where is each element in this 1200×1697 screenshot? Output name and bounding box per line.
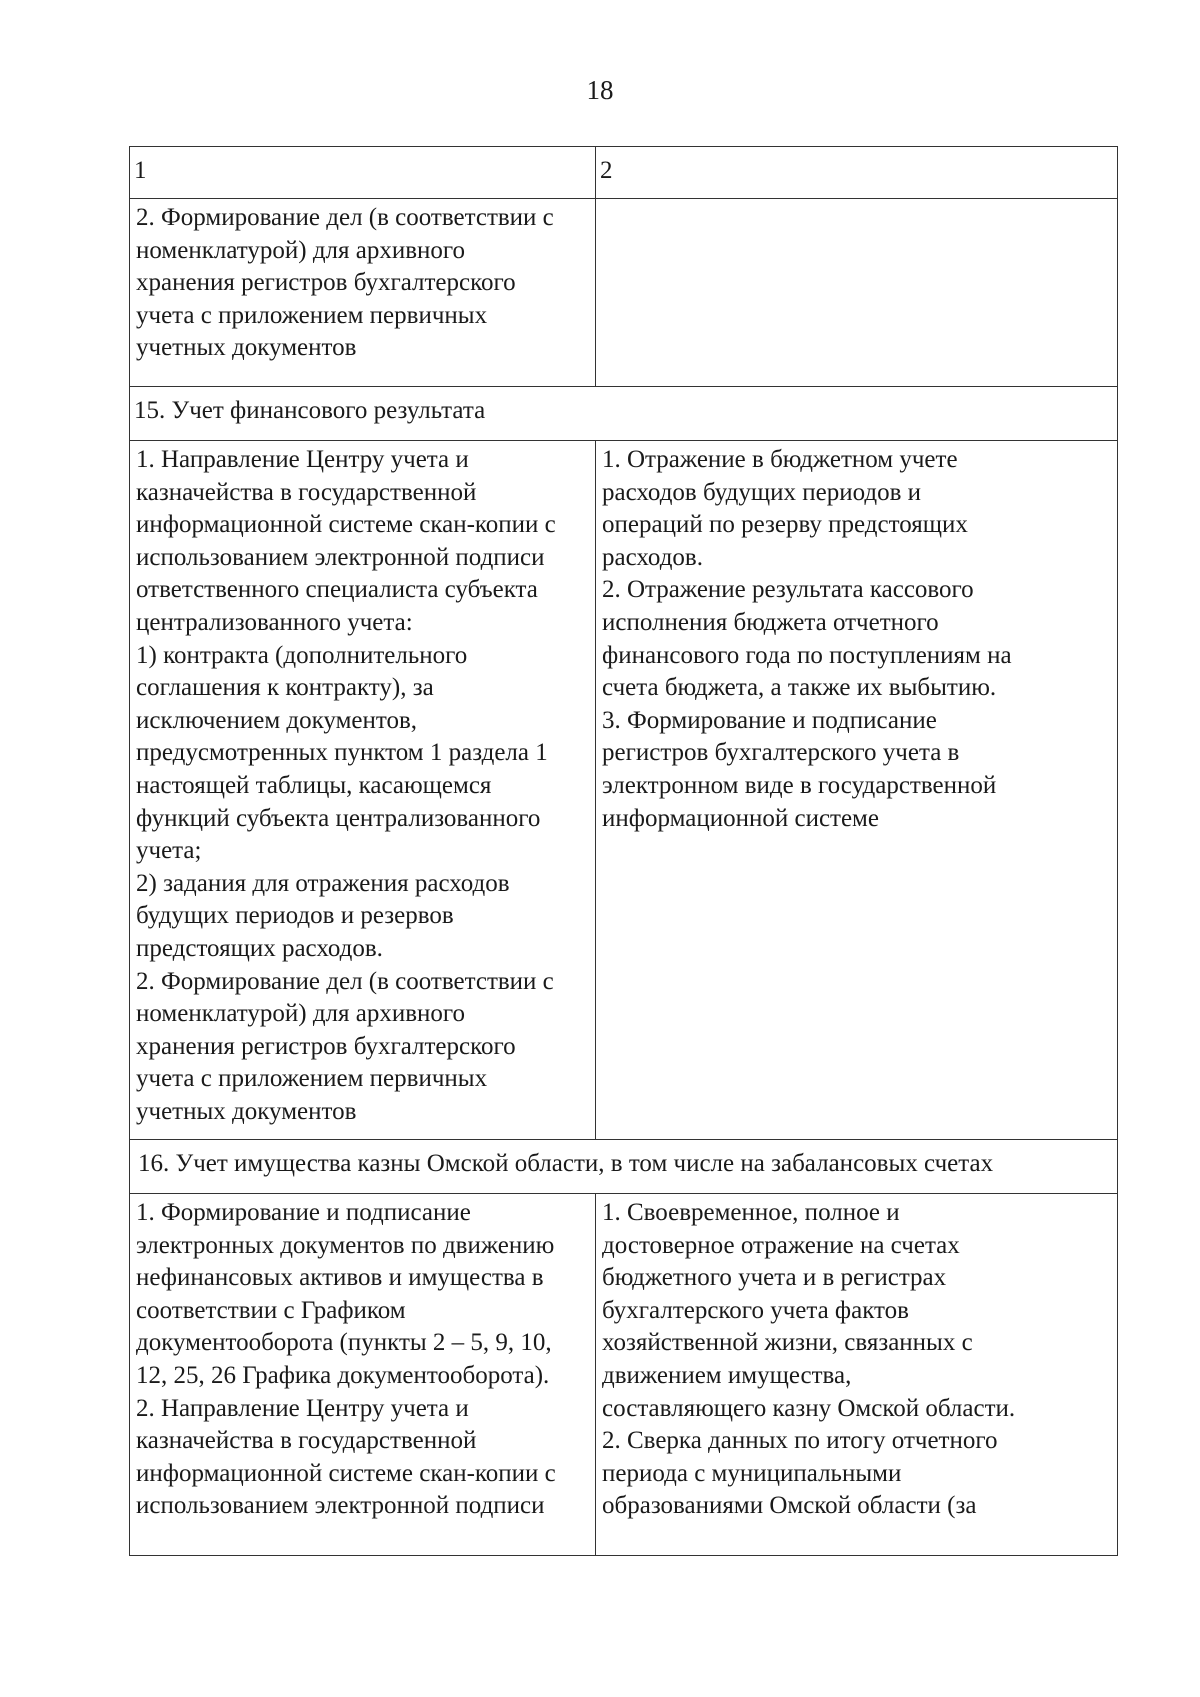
column-header-row [130, 147, 1118, 199]
cell-text-line: электронных документов по движению [136, 1231, 555, 1259]
cell-text-line: ответственного специалиста субъекта [136, 576, 538, 604]
responsibility-table [129, 146, 1118, 1556]
cell-text-line: регистров бухгалтерского учета в [602, 739, 960, 767]
section-row-16 [130, 1140, 1118, 1194]
cell-text-line: составляющего казну Омской области. [602, 1394, 1016, 1422]
cell-text-line: 1. Формирование и подписание [136, 1199, 471, 1226]
cell-text-line: бюджетного учета и в регистрах [602, 1264, 947, 1292]
cell-text-line: 2. Формирование дел (в соответствии с [136, 967, 554, 995]
row-3-col-1 [130, 441, 596, 1140]
cell-text-line: соответствии с Графиком [136, 1296, 406, 1324]
cell-text-line: функций субъекта централизованного [136, 804, 541, 832]
cell-text-line: соглашения к контракту), за [136, 674, 434, 702]
cell-text-line: электронном виде в государственной [602, 771, 997, 799]
cell-text-line: централизованного учета: [136, 608, 413, 636]
cell-text-line: предстоящих расходов. [136, 934, 383, 962]
section-row-15 [130, 387, 1118, 441]
cell-text-line: 1) контракта (дополнительного [136, 641, 468, 669]
cell-text-line: хранения регистров бухгалтерского [136, 269, 516, 297]
cell-text-line: нефинансовых активов и имущества в [136, 1264, 544, 1292]
row-5-col-1 [130, 1194, 596, 1556]
row-1-col-2 [596, 199, 1118, 387]
cell-text-line: информационной системе [602, 804, 879, 832]
cell-text-line: будущих периодов и резервов [136, 902, 454, 930]
cell-text-line: 12, 25, 26 Графика документооборота). [136, 1361, 550, 1389]
cell-text-line: образованиями Омской области (за [602, 1492, 977, 1520]
cell-text-line: операций по резерву предстоящих [602, 511, 968, 539]
cell-text-line: использованием электронной подписи [136, 543, 545, 571]
table-row [130, 1194, 1118, 1556]
cell-text-line: документооборота (пункты 2 – 5, 9, 10, [136, 1329, 552, 1357]
column-header-2: 2 [596, 147, 1118, 199]
cell-text-line: использованием электронной подписи [136, 1492, 545, 1520]
cell-text-line: учета; [136, 837, 202, 865]
cell-text-line: предусмотренных пунктом 1 раздела 1 [136, 739, 548, 767]
cell-text-line: казначейства в государственной [136, 1427, 477, 1455]
cell-text-line: учета с приложением первичных [136, 301, 488, 329]
cell-text-line: расходов. [602, 543, 703, 571]
table-row [130, 199, 1118, 387]
cell-text-line: 1. Своевременное, полное и [602, 1199, 900, 1226]
cell-text-line: номенклатурой) для архивного [136, 1000, 466, 1028]
cell-text-line: хранения регистров бухгалтерского [136, 1032, 516, 1060]
cell-text-line: хозяйственной жизни, связанных с [602, 1329, 973, 1357]
cell-text-line: 2. Направление Центру учета и [136, 1394, 469, 1422]
cell-text-line: движением имущества, [602, 1361, 852, 1389]
cell-text-line: расходов будущих периодов и [602, 478, 922, 506]
row-5-col-2 [596, 1194, 1118, 1556]
cell-text-line: 2. Отражение результата кассового [602, 576, 974, 604]
cell-text-line: учетных документов [136, 1097, 357, 1125]
cell-text-line: 2. Формирование дел (в соответствии с [136, 204, 554, 231]
cell-text-line: финансового года по поступлениям на [602, 641, 1012, 669]
cell-text-line: 3. Формирование и подписание [602, 706, 937, 734]
cell-text-line: 1. Направление Центру учета и [136, 446, 469, 473]
cell-text-line: исполнения бюджета отчетного [602, 608, 939, 636]
cell-text-line: настоящей таблицы, касающемся [136, 771, 492, 799]
row-3-col-2 [596, 441, 1118, 1140]
cell-text-line: информационной системе скан-копии с [136, 511, 556, 539]
cell-text-line: информационной системе скан-копии с [136, 1459, 556, 1487]
cell-text-line: 2. Сверка данных по итогу отчетного [602, 1427, 998, 1455]
cell-text-line: счета бюджета, а также их выбытию. [602, 674, 997, 702]
section-title-16: 16. Учет имущества казны Омской области, в том числе на забалансовых счетах [130, 1140, 1118, 1194]
cell-text-line: номенклатурой) для архивного [136, 236, 466, 264]
cell-text-line: достоверное отражение на счетах [602, 1231, 960, 1259]
cell-text-line: казначейства в государственной [136, 478, 477, 506]
cell-text-line: исключением документов, [136, 706, 418, 734]
cell-text-line: бухгалтерского учета фактов [602, 1296, 909, 1324]
page-number: 18 [586, 75, 614, 105]
cell-text-line: учета с приложением первичных [136, 1065, 488, 1093]
cell-text-line: 2) задания для отражения расходов [136, 869, 510, 897]
cell-text-line: периода с муниципальными [602, 1459, 902, 1487]
cell-text-line: 1. Отражение в бюджетном учете [602, 446, 958, 473]
section-title-15: 15. Учет финансового результата [130, 387, 1118, 441]
row-1-col-1 [130, 199, 596, 387]
column-header-1: 1 [130, 147, 596, 199]
cell-text-line: учетных документов [136, 334, 357, 362]
table-row [130, 441, 1118, 1140]
